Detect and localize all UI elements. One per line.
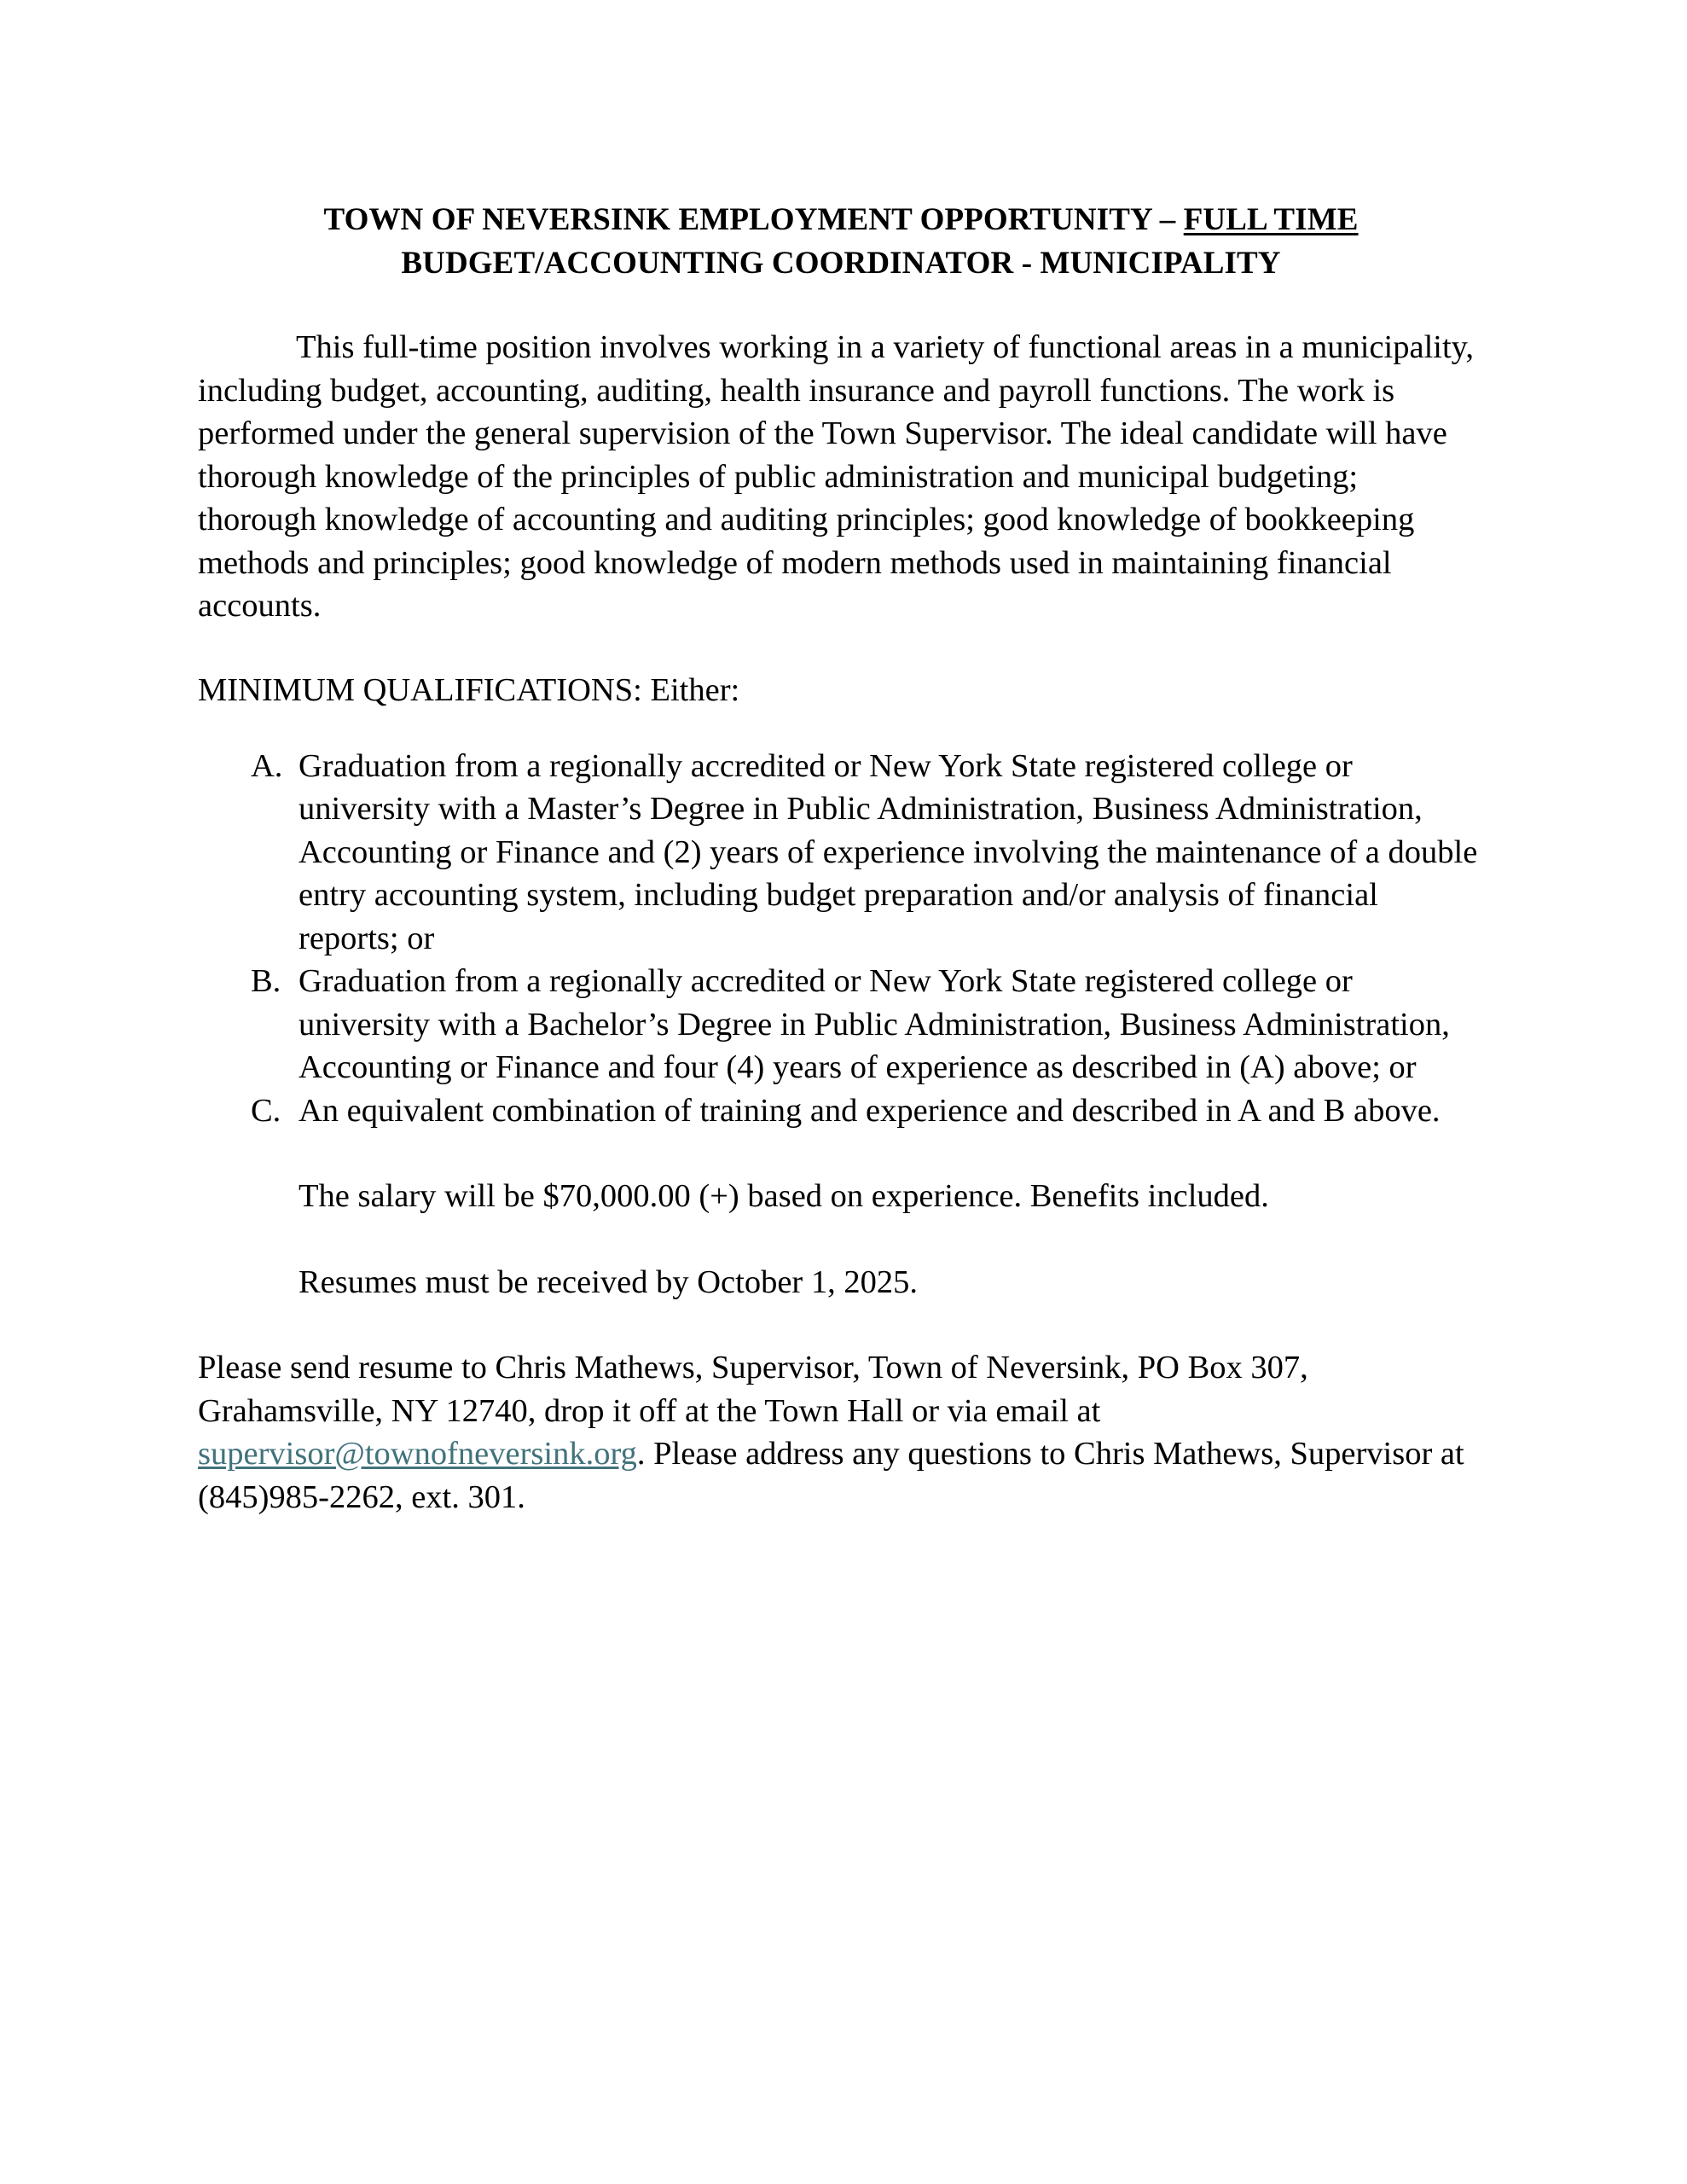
list-item-marker: A. (251, 747, 283, 784)
qualifications-list (198, 745, 1484, 1133)
title-full-time-underlined: FULL TIME (1183, 202, 1359, 237)
list-item-marker: C. (251, 1092, 281, 1129)
list-item-text: An equivalent combination of training and experience and described in A and B above. (299, 1092, 1441, 1129)
supervisor-email-link[interactable]: supervisor@townofneversink.org (198, 1436, 637, 1472)
intro-paragraph: This full-time position involves working in a variety of functional areas in a municipality, including budget, accounting, auditing, health insurance and payroll functions. The work is performed under the general supervision of the Town Supervisor. The ideal candidate will have thorough knowledge of the principles of public administration and municipal budgeting; thorough knowledge of accounting and auditing principles; good knowledge of bookkeeping methods and principles; good knowledge of modern methods used in maintaining financial accounts. (198, 329, 1475, 624)
list-item-text: Graduation from a regionally accredited or New York State registered college or university with a Bachelor’s Degree in Public Administration, Business Administration, Accounting or Finance and four (4) years of experience as described in (A) above; or (299, 963, 1450, 1085)
contact-paragraph (198, 1346, 1484, 1519)
title-line-1-prefix: TOWN OF NEVERSINK EMPLOYMENT OPPORTUNITY – (323, 202, 1184, 237)
contact-text-before-email: Please send resume to Chris Mathews, Supervisor, Town of Neversink, PO Box 307, Grahamsville, NY 12740, drop it off at the Town Hall or via email at (198, 1350, 1308, 1429)
deadline-line: Resumes must be received by October 1, 2025. (299, 1263, 918, 1300)
list-item (198, 745, 1484, 961)
list-item (198, 960, 1484, 1089)
list-item-marker: B. (251, 963, 281, 999)
list-item (198, 1089, 1484, 1133)
page-title (198, 198, 1484, 285)
list-item-text: Graduation from a regionally accredited or New York State registered college or university with a Master’s Degree in Public Administration, Business Administration, Accounting or Finance and (2) years of experience involving the maintenance of a double entry accounting system, including budget preparation and/or analysis of financial reports; or (299, 747, 1478, 956)
title-line-1 (198, 198, 1484, 241)
salary-line: The salary will be $70,000.00 (+) based on experience. Benefits included. (299, 1178, 1269, 1214)
contact-text-after-email: . Please address any questions to Chris Mathews, Supervisor at (845)985-2262, ext. 301. (198, 1436, 1464, 1515)
title-line-2: BUDGET/ACCOUNTING COORDINATOR - MUNICIPALITY (401, 246, 1281, 281)
minimum-qualifications-heading: MINIMUM QUALIFICATIONS: Either: (198, 671, 740, 708)
